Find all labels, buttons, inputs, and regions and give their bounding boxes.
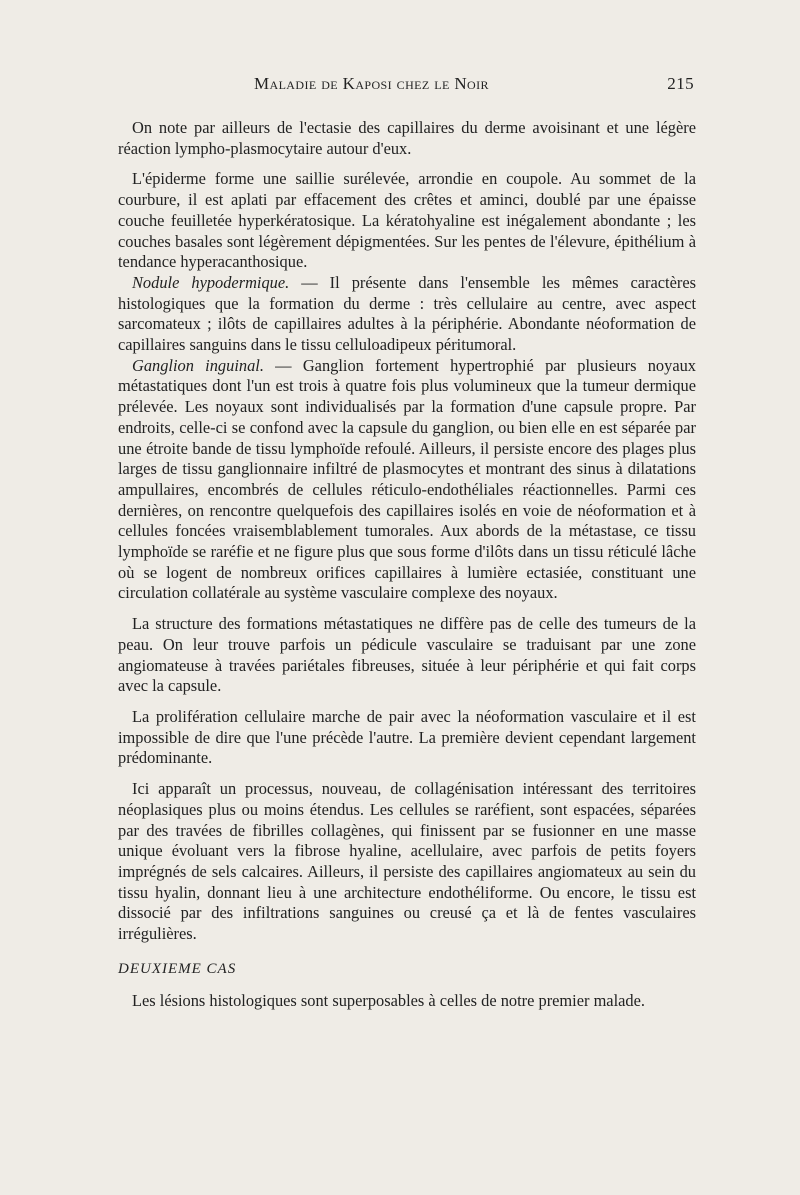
paragraph-text: Ici apparaît un processus, nouveau, de collagénisation intéressant des territoires néoplasiques plus ou moins étendus. Les cellules se raréfient, sont espacées, séparées par des travées de fibrilles collagènes, qui finissent par se fusionner en une masse unique évoluant vers la fibrose hyaline, acellulaire, avec parfois de petits foyers imprégnés de sels calcaires. Ailleurs, il persiste des capillaires angiomateux au sein du tissu hyalin, donnant lieu à une architecture endothéliforme. Ou encore, le tissu est dissocié par des infiltrations sanguines ou creusé ça et là de fentes vasculaires irrégulières. (118, 779, 696, 944)
paragraph-text: On note par ailleurs de l'ectasie des capillaires du derme avoisinant et une légère réaction lympho-plasmocytaire autour d'eux. (118, 118, 696, 158)
paragraph-2 (118, 169, 696, 273)
paragraph-5 (118, 614, 696, 697)
paragraph-text: La prolifération cellulaire marche de pair avec la néoformation vasculaire et il est impossible de dire que l'une précède l'autre. La première devient cependant largement prédominante. (118, 706, 696, 768)
paragraph-7 (118, 779, 696, 945)
section-paragraph (118, 991, 696, 1012)
section-heading: DEUXIEME CAS (118, 960, 237, 977)
paragraph-ganglion (118, 356, 696, 604)
paragraph-6 (118, 707, 696, 769)
paragraph-text: — Il présente dans l'ensemble les mêmes caractères histologiques que la formation du derme : très cellulaire au centre, avec aspect sarcomateux ; ilôts de capillaires adultes à la périphérie. Abondante néoformation de capillaires sanguins dans le tissu celluloadipeux péritumoral. (118, 272, 696, 355)
running-head (254, 74, 694, 94)
paragraph-nodule (118, 273, 696, 356)
paragraph-lead: Nodule hypodermique. (132, 272, 290, 292)
body-text (118, 118, 696, 1012)
paragraph-text: L'épiderme forme une saillie surélevée, arrondie en coupole. Au sommet de la courbure, il est aplati par effacement des crêtes et aminci, doublé par une épaisse couche feuilletée hyperkératosique. La kératohyaline est inégalement abondante ; les couches basales sont légèrement dépigmentées. Sur les pentes de l'élevure, épithélium à tendance hyperacanthosique. (118, 169, 696, 272)
running-title: Maladie de Kaposi chez le Noir (254, 74, 489, 93)
paragraph-text: La structure des formations métastatiques ne diffère pas de celle des tumeurs de la peau. On leur trouve parfois un pédicule vasculaire se traduisant par une zone angiomateuse à travées pariétales fibreuses, située à leur périphérie et qui fait corps avec la capsule. (118, 614, 696, 696)
paragraph-lead: Ganglion inguinal. (132, 355, 264, 375)
paragraph-1 (118, 118, 696, 159)
paragraph-text: Les lésions histologiques sont superposables à celles de notre premier malade. (132, 991, 645, 1011)
page-number: 215 (667, 74, 694, 93)
paragraph-text: — Ganglion fortement hypertrophié par plusieurs noyaux métastatiques dont l'un est trois à quatre fois plus volumineux que la tumeur dermique prélevée. Les noyaux sont individualisés par la formation d'une capsule propre. Par endroits, celle-ci se confond avec la capsule du ganglion, ou bien elle en est séparée par une étroite bande de tissu lymphoïde refoulé. Ailleurs, il persiste encore des plages plus larges de tissu ganglionnaire infiltré de plasmocytes et montrant des sinus à dilatations ampullaires, encombrés de cellules réticulo-endothéliales réactionnelles. Parmi ces dernières, on rencontre quelquefois des capillaires isolés en voie de néoformation et à cellules foncées vraisemblablement tumorales. Aux abords de la métastase, ce tissu lymphoïde se raréfie et ne figure plus que sous forme d'ilôts dans un tissu réticulé lâche où se logent de nombreux orifices capillaires à lumière ectasiée, constituant une circulation collatérale au système vasculaire complexe des noyaux. (118, 355, 696, 603)
